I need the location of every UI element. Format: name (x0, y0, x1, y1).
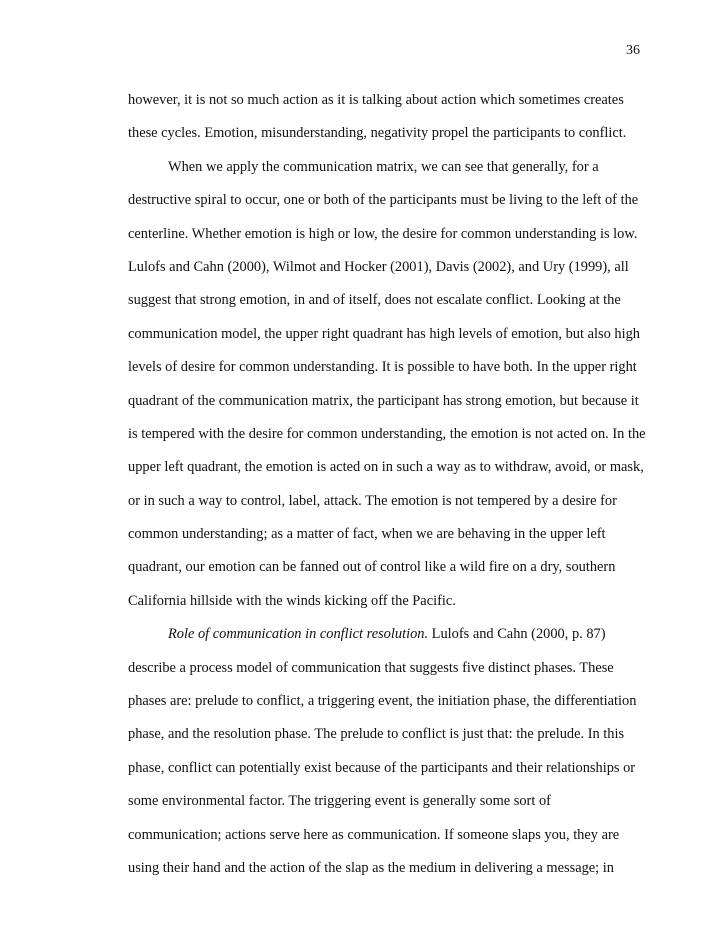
text-line: communication; actions serve here as communication. If someone slaps you, they are (128, 826, 620, 843)
paragraph-start-line: When we apply the communication matrix, we can see that generally, for a (168, 158, 599, 175)
text-line: destructive spiral to occur, one or both of the participants must be living to the left of the (128, 192, 639, 209)
text-line: common understanding; as a matter of fact, when we are behaving in the upper left (128, 526, 606, 543)
text-line: levels of desire for common understanding. It is possible to have both. In the upper right (128, 359, 637, 376)
page-number: 36 (626, 43, 640, 58)
text-line: phase, and the resolution phase. The prelude to conflict is just that: the prelude. In this (128, 726, 625, 743)
text-line: communication model, the upper right quadrant has high levels of emotion, but also high (128, 325, 640, 342)
text-line: or in such a way to control, label, attack. The emotion is not tempered by a desire for (128, 492, 617, 509)
text-line: using their hand and the action of the slap as the medium in delivering a message; in (128, 859, 614, 876)
text-line: Lulofs and Cahn (2000), Wilmot and Hocker (2001), Davis (2002), and Ury (1999), all (128, 258, 629, 275)
text-line: phase, conflict can potentially exist because of the participants and their relationships or (128, 759, 636, 776)
section-heading: Role of communication in conflict resolution. (168, 626, 429, 643)
text-line: phases are: prelude to conflict, a triggering event, the initiation phase, the differentiation (128, 693, 637, 710)
text-line: centerline. Whether emotion is high or low, the desire for common understanding is low. (128, 225, 638, 242)
text-line: upper left quadrant, the emotion is acted on in such a way as to withdraw, avoid, or mask, (128, 459, 644, 476)
text-line: suggest that strong emotion, in and of itself, does not escalate conflict. Looking at the (128, 292, 621, 309)
text-line: quadrant, our emotion can be fanned out of control like a wild fire on a dry, southern (128, 559, 616, 576)
text-line: is tempered with the desire for common understanding, the emotion is not acted on. In the (128, 425, 646, 442)
text-line: however, it is not so much action as it is talking about action which sometimes creates (128, 92, 624, 108)
text-line: these cycles. Emotion, misunderstanding, negativity propel the participants to conflict. (128, 125, 627, 142)
section-heading-line (128, 618, 648, 651)
text-line: quadrant of the communication matrix, the participant has strong emotion, but because it (128, 392, 639, 409)
text-line: California hillside with the winds kicking off the Pacific. (128, 592, 456, 609)
section-heading-continuation: Lulofs and Cahn (2000, p. 87) (428, 626, 606, 643)
text-line: describe a process model of communication that suggests five distinct phases. These (128, 659, 614, 676)
text-line: some environmental factor. The triggering event is generally some sort of (128, 793, 551, 810)
body-text (128, 84, 648, 885)
